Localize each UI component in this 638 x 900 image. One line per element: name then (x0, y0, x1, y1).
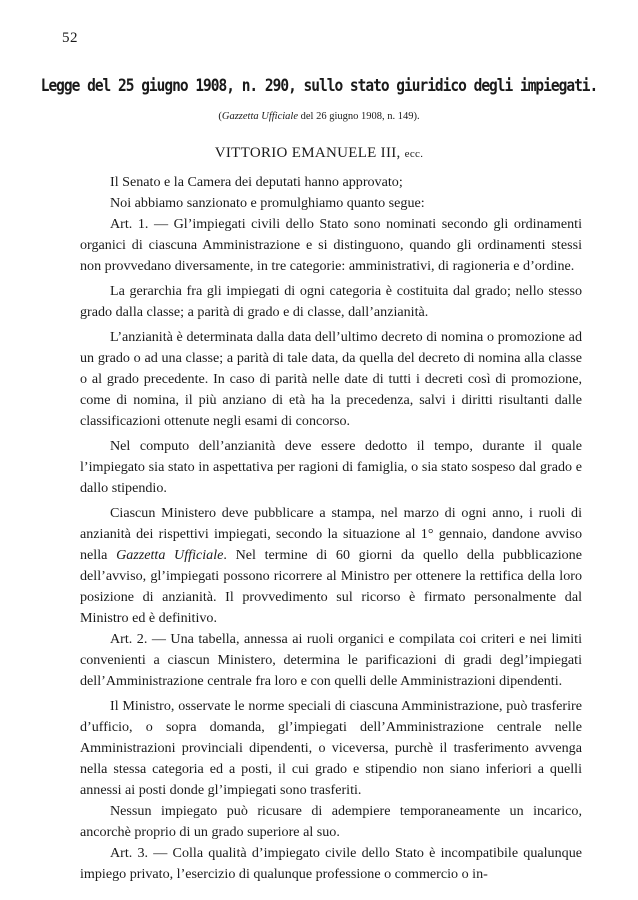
gazette-inline: Gazzetta Ufficiale (116, 547, 224, 563)
gazette-reference (0, 111, 638, 122)
paragraph-enactment: Il Senato e la Camera dei deputati hanno approvato; (110, 174, 403, 190)
paragraph-seniority-rolls: Ciascun Ministero deve pubblicare a stampa, nel marzo di ogni anno, i ruoli di anzianità dei rispettivi impiegati, secondo la situazione al 1° gennaio, dandone avviso nella Gazzetta Ufficiale. Nel termine di 60 giorni da quello della pubblicazione dell’avviso, gl’impiegati possono ricorrere al Ministro per ottenere la rettifica della loro posizione di anzianità. Il provvedimento sul ricorso è firmato personalmente dal Ministro ed è definitivo. (80, 505, 582, 626)
sovereign-heading (0, 145, 638, 162)
sovereign-name: VITTORIO EMANUELE III, (214, 145, 405, 161)
law-body (80, 172, 582, 885)
gazette-name: Gazzetta Ufficiale (221, 111, 298, 122)
paragraph-temporary-duty: Nessun impiegato può ricusare di adempiere temporaneamente un incarico, ancorchè proprio di un grado superiore al suo. (80, 803, 582, 840)
gazette-open: ( (218, 111, 222, 122)
paragraph-hierarchy: La gerarchia fra gli impiegati di ogni categoria è costituita dal grado; nello stesso grado dalla classe; a parità di grado e di classe, dall’anzianità. (80, 283, 582, 320)
page-number: 52 (62, 30, 78, 46)
law-title: Legge del 25 giugno 1908, n. 290, sullo stato giuridico degli impiegati. (40, 77, 598, 96)
paragraph-seniority-computation: Nel computo dell’anzianità deve essere dedotto il tempo, durante il quale l’impiegato sia stato in aspettativa per ragioni di famiglia, o sia stato sospeso dal grado e dallo stipendio. (80, 438, 582, 496)
sovereign-ecc: ecc. (404, 148, 424, 160)
paragraph-transfers: Il Ministro, osservate le norme speciali di ciascuna Amministrazione, può trasferire d’ufficio, o sopra domanda, gl’impiegati dell’Amministrazione centrale nelle Amministrazioni provinciali dipendenti, o viceversa, purchè il trasferimento avvenga nella stessa categoria ed a posti, il cui grado e stipendio non siano inferiori a quelli annessi ai posti donde gl’impiegati sono trasferiti. (80, 698, 582, 798)
paragraph-art2: Art. 2. — Una tabella, annessa ai ruoli organici e compilata coi criteri e nei limiti convenienti a ciascun Ministero, determina le parificazioni di gradi degl’impiegati dell’Amministrazione centrale fra loro e con quelli delle Amministrazioni dipendenti. (80, 631, 582, 689)
paragraph-seniority: L’anzianità è determinata dalla data dell’ultimo decreto di nomina o promozione ad un grado o ad una classe; a parità di tale data, da quella del decreto di nomina alla classe o al grado precedente. In caso di parità nelle date di tutti i decreti così di promozione, come di nomina, il più anziano di età ha la precedenza, salvi i diritti risultanti dalle classificazioni ottenute negli esami di concorso. (80, 329, 582, 429)
paragraph-promulgation: Noi abbiamo sanzionato e promulghiamo quanto segue: (110, 195, 425, 211)
paragraph-art1: Art. 1. — Gl’impiegati civili dello Stato sono nominati secondo gli ordinamenti organici di ciascuna Amministrazione e si distinguono, quando gli ordinamenti stessi non provvedano diversamente, in tre categorie: amministrativi, di ragioneria e d’ordine. (80, 216, 582, 274)
paragraph-art3: Art. 3. — Colla qualità d’impiegato civile dello Stato è incompatibile qualunque impiego privato, l’esercizio di qualunque professione o commercio o in- (80, 845, 582, 882)
gazette-details: del 26 giugno 1908, n. 149). (298, 111, 420, 122)
